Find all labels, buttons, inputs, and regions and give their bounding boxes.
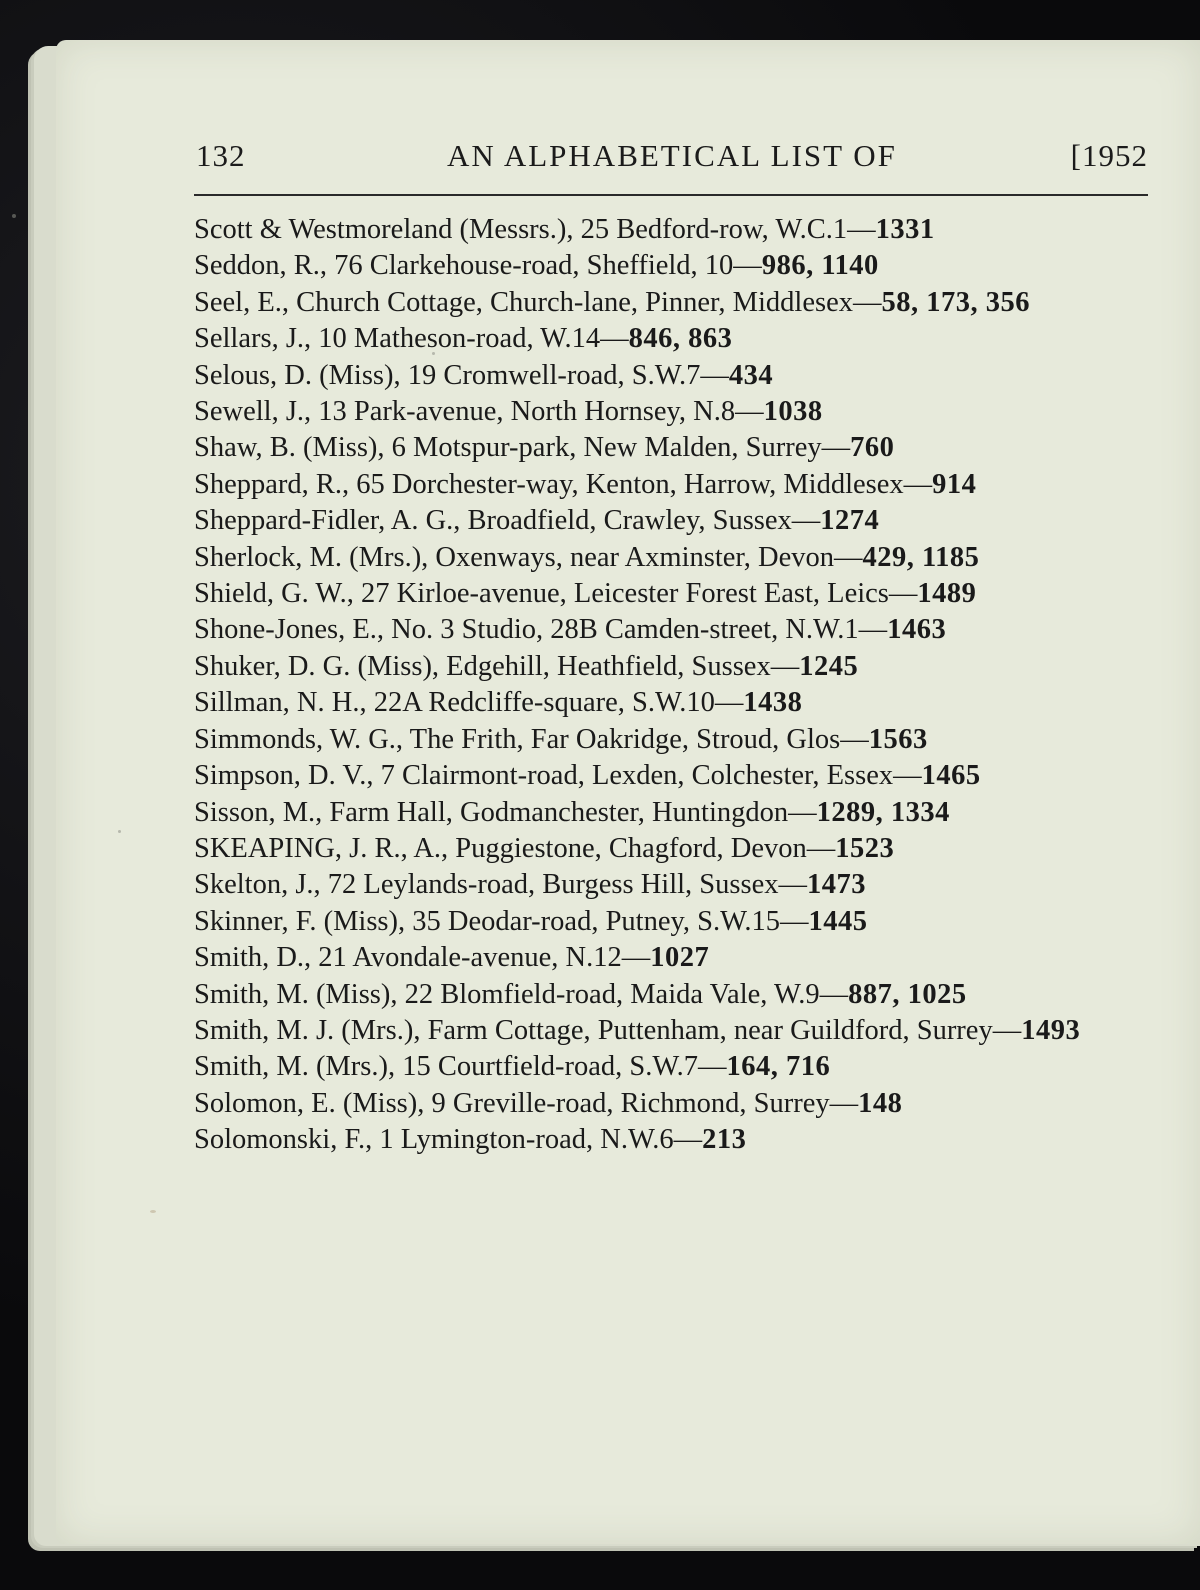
entry-refs: 1438 xyxy=(743,687,803,719)
directory-entry xyxy=(194,1122,1150,1158)
directory-entry xyxy=(194,248,1150,284)
year-mark: [1952 xyxy=(1070,138,1148,173)
directory-entry xyxy=(194,467,1150,503)
entry-text: Shone-Jones, E., No. 3 Studio, 28B Camden-street, N.W.1— xyxy=(194,614,888,646)
directory-entry xyxy=(194,285,1150,321)
dust-speck xyxy=(12,214,16,218)
entry-refs: 213 xyxy=(702,1124,747,1156)
directory-entry xyxy=(194,612,1150,648)
entry-text: Smith, M. (Mrs.), 15 Courtfield-road, S.W.7— xyxy=(194,1051,727,1083)
entry-refs: 1523 xyxy=(835,832,895,864)
entry-text: Sheppard, R., 65 Dorchester-way, Kenton, Harrow, Middlesex— xyxy=(194,468,933,500)
entry-text: Skelton, J., 72 Leylands-road, Burgess Hill, Sussex— xyxy=(194,869,807,901)
entry-refs: 1463 xyxy=(887,614,947,646)
entry-refs: 148 xyxy=(858,1087,903,1119)
entry-refs: 1445 xyxy=(808,905,868,937)
dust-speck xyxy=(150,1210,156,1213)
entry-text: Skinner, F. (Miss), 35 Deodar-road, Putney, S.W.15— xyxy=(194,905,809,937)
entry-text: Solomonski, F., 1 Lymington-road, N.W.6— xyxy=(194,1124,703,1156)
entry-refs: 1289, 1334 xyxy=(816,796,950,828)
directory-entry xyxy=(194,831,1150,867)
directory-entry xyxy=(194,795,1150,831)
entry-text: Shield, G. W., 27 Kirloe-avenue, Leicester Forest East, Leics— xyxy=(194,578,918,610)
directory-entry xyxy=(194,904,1150,940)
entry-refs: 1245 xyxy=(799,650,859,682)
entry-text: Seddon, R., 76 Clarkehouse-road, Sheffield, 10— xyxy=(194,250,762,282)
entry-refs: 887, 1025 xyxy=(848,978,967,1010)
directory-entry xyxy=(194,758,1150,794)
entry-refs: 1489 xyxy=(917,578,977,610)
directory-entry xyxy=(194,540,1150,576)
entry-text: Shuker, D. G. (Miss), Edgehill, Heathfield, Sussex— xyxy=(194,650,800,682)
directory-entry xyxy=(194,212,1150,248)
entry-refs: 1493 xyxy=(1021,1014,1081,1046)
entry-text: SKEAPING, J. R., A., Puggiestone, Chagford, Devon— xyxy=(194,832,836,864)
entry-refs: 760 xyxy=(850,432,895,464)
entry-refs: 164, 716 xyxy=(726,1051,831,1083)
directory-entry xyxy=(194,576,1150,612)
entry-refs: 1274 xyxy=(820,505,880,537)
running-title: AN ALPHABETICAL LIST OF xyxy=(447,138,897,173)
directory-entry xyxy=(194,1013,1150,1049)
header-rule xyxy=(194,194,1148,196)
entry-text: Seel, E., Church Cottage, Church-lane, Pinner, Middlesex— xyxy=(194,286,882,318)
entry-refs: 1331 xyxy=(875,214,935,245)
entry-refs: 1563 xyxy=(868,723,928,755)
entry-text: Sisson, M., Farm Hall, Godmanchester, Huntingdon— xyxy=(194,796,817,828)
entry-text: Smith, D., 21 Avondale-avenue, N.12— xyxy=(194,942,651,974)
entry-refs: 986, 1140 xyxy=(761,250,879,282)
directory-entry xyxy=(194,649,1150,685)
directory-entry xyxy=(194,1086,1150,1122)
directory-entry xyxy=(194,685,1150,721)
entry-refs: 1027 xyxy=(650,942,710,974)
entry-text: Selous, D. (Miss), 19 Cromwell-road, S.W.7— xyxy=(194,359,729,391)
entry-text: Shaw, B. (Miss), 6 Motspur-park, New Malden, Surrey— xyxy=(194,432,851,464)
page-number: 132 xyxy=(196,138,246,173)
entry-text: Smith, M. J. (Mrs.), Farm Cottage, Puttenham, near Guildford, Surrey— xyxy=(194,1014,1022,1046)
entry-refs: 846, 863 xyxy=(628,323,733,355)
entry-text: Simpson, D. V., 7 Clairmont-road, Lexden, Colchester, Essex— xyxy=(194,760,922,792)
directory-entry xyxy=(194,722,1150,758)
entry-text: Sewell, J., 13 Park-avenue, North Hornsey, N.8— xyxy=(194,396,764,428)
directory-entry xyxy=(194,977,1150,1013)
entry-text: Sheppard-Fidler, A. G., Broadfield, Crawley, Sussex— xyxy=(194,505,821,537)
entry-text: Simmonds, W. G., The Frith, Far Oakridge, Stroud, Glos— xyxy=(194,723,869,755)
running-header xyxy=(196,138,1148,190)
entry-text: Sillman, N. H., 22A Redcliffe-square, S.W.10— xyxy=(194,687,744,719)
entry-text: Scott & Westmoreland (Messrs.), 25 Bedford-row, W.C.1— xyxy=(194,214,876,245)
directory-entry xyxy=(194,394,1150,430)
entry-text: Sellars, J., 10 Matheson-road, W.14— xyxy=(194,323,629,355)
directory-entry xyxy=(194,321,1150,357)
directory-entry xyxy=(194,358,1150,394)
directory-entry xyxy=(194,940,1150,976)
entry-refs: 58, 173, 356 xyxy=(881,286,1030,318)
directory-entry xyxy=(194,867,1150,903)
dust-speck xyxy=(118,830,121,833)
entry-refs: 429, 1185 xyxy=(862,541,980,573)
entry-text: Sherlock, M. (Mrs.), Oxenways, near Axminster, Devon— xyxy=(194,541,863,573)
directory-entry xyxy=(194,503,1150,539)
entry-list xyxy=(194,212,1150,1159)
directory-entry xyxy=(194,430,1150,466)
entry-refs: 914 xyxy=(932,468,977,500)
entry-text: Solomon, E. (Miss), 9 Greville-road, Richmond, Surrey— xyxy=(194,1087,859,1119)
entry-text: Smith, M. (Miss), 22 Blomfield-road, Maida Vale, W.9— xyxy=(194,978,849,1010)
entry-refs: 1465 xyxy=(921,760,981,792)
entry-refs: 1473 xyxy=(807,869,866,901)
directory-entry xyxy=(194,1049,1150,1085)
entry-refs: 1038 xyxy=(763,396,823,428)
entry-refs: 434 xyxy=(728,359,774,391)
